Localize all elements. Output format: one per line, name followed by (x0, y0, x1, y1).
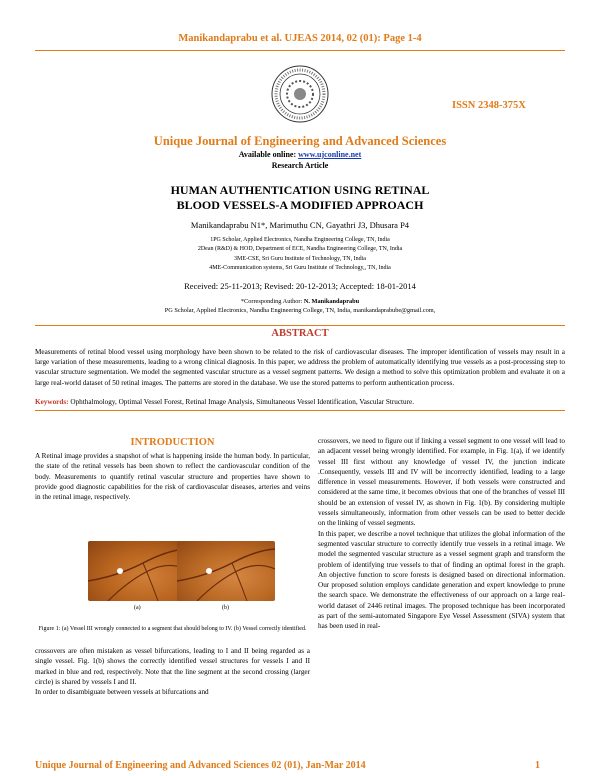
corresponding-name: N. Manikandaprabu (303, 298, 360, 305)
right-paragraph-1: crossovers, we need to figure out if linking a vessel segment to one vessel will lead to an adjacent vessel being wrongly identified. For example, in Fig. 1(a), if we identify vessel III first without any knowledge of vessel IV, the junction indicate .Consequently, vessels III and IV will be incorrectly identified, leading to a large difference in vessel measurements. However, if both vessels were constructed and considered at the same time, it becomes obvious that one of the branches of vessel III should be an extension of vessel IV, as shown in Fig. 1(b). By considering multiple vessels simultaneously, information from other vessels can be used to better decide on the linking of vessel segments. (318, 437, 565, 528)
corresponding-author (0, 297, 600, 315)
affiliations (0, 236, 600, 273)
page-number: 1 (535, 760, 540, 771)
right-paragraph-2: In this paper, we describe a novel technique that utilizes the global information of the segmented vascular structure to correctly identify true vessels in a retinal image. We model the segmented vascular structure as a vessel segment graph and transform the problem of identifying true vessels to that of finding an optimal forest in the graph. An objective function to score forests is designed based on directional information. Our proposed solution employs candidate generation and expert knowledge to prune the search space. We demonstrate the effectiveness of our approach on a large real-world dataset of 2446 retinal images. The proposed technique has been incorporated as part of the semi-automated Singapore Eye Vessel Assessment (SIVA) system that has been used in real- (318, 529, 565, 631)
journal-link[interactable]: www.ujconline.net (298, 150, 362, 159)
abstract-rule (35, 325, 565, 326)
authors: Manikandaprabu N1*, Marimuthu CN, Gayathri J3, Dhusara P4 (190, 220, 410, 230)
paper-title-line-2: BLOOD VESSELS-A MODIFIED APPROACH (176, 198, 424, 212)
paper-title-line-1: HUMAN AUTHENTICATION USING RETINAL (170, 183, 430, 197)
article-type: Research Article (271, 161, 329, 170)
intro-paragraph-1: A Retinal image provides a snapshot of what is happening inside the human body. In particular, the state of the retinal vessels has been shown to reflect the cardiovascular condition of the body. Measurements to quantify retinal vascular structure and properties have shown to provide good diagnostic capabilities for the risk of cardiovascular diseases, arteries and veins in the retinal image, respectively. (35, 452, 310, 502)
affiliation: 4ME-Communication systems, Sri Guru Institute of Technology,, TN, India (209, 264, 391, 271)
journal-logo (270, 64, 330, 124)
abstract-heading: ABSTRACT (271, 328, 329, 339)
intro-paragraph-2: crossovers are often mistaken as vessel bifurcations, leading to I and II being regarded as a single vessel. Fig. 1(b) shows the correctly identified vessel structures for vessels I and II marked in blue and red, respectively. Note that the line segment at the second crossing (larger circle) is shared by vessels I and II. (35, 647, 310, 686)
intro-paragraph-3: In order to disambiguate between vessels at bifurcations and (35, 688, 209, 697)
journal-title: Unique Journal of Engineering and Advanced Sciences (153, 134, 447, 148)
dates: Received: 25-11-2013; Revised: 20-12-2013; Accepted: 18-01-2014 (184, 281, 416, 291)
figure-1-caption: Figure 1: (a) Vessel III wrongly connected to a segment that should belong to IV. (b) Vessel correctly identified. (38, 626, 307, 632)
figure-1b-image (177, 541, 275, 601)
keywords-text: Ophthalmology, Optimal Vessel Forest, Retinal Image Analysis, Simultaneous Vessel Identification, Vascular Structure. (70, 398, 415, 406)
paper-title (0, 183, 600, 213)
affiliation: 3ME-CSE, Sri Guru Institute of Technology, TN, India (234, 255, 366, 262)
figure-1b-label: (b) (222, 605, 229, 611)
available-label: Available online: (238, 150, 297, 159)
issn: ISSN 2348-375X (452, 100, 526, 111)
affiliation: 2Dean (R&D) & HOD, Department of ECE, Nandha Engineering College, TN, India (197, 246, 403, 253)
figure-1a-image (88, 541, 186, 601)
figure-1a-label: (a) (134, 605, 141, 611)
corresponding-label: *Corresponding Author: (240, 298, 303, 305)
intro-heading: INTRODUCTION (130, 437, 215, 448)
header-rule (35, 50, 565, 51)
keywords-label: Keywords: (35, 398, 69, 406)
abstract-text: Measurements of retinal blood vessel using morphology have been shown to be related to the risk of cardiovascular diseases. The improper identification of vessels may result in a large variation of these measurements, leading to a wrong clinical diagnosis. In this paper, we address the problem of automatically identifying true vessels as a post-processing step to vascular structure segmentation. We model the segmented vascular structure as a vessel segment patterns. We design a method to solve this optimization problem and evaluate it on a large real-world dataset of 50 retinal images. The patterns are stored in the database. We use the stored patterns to perform authentication process. (35, 348, 565, 387)
right-column (318, 436, 565, 632)
footer-journal: Unique Journal of Engineering and Advanced Sciences 02 (01), Jan-Mar 2014 (35, 760, 366, 771)
keywords (35, 398, 565, 406)
running-header: Manikandaprabu et al. UJEAS 2014, 02 (01): Page 1-4 (178, 33, 422, 44)
availability-line (0, 150, 600, 159)
intro-paragraph-2-block (35, 646, 310, 697)
corresponding-detail: PG Scholar, Applied Electronics, Nandha Engineering College, TN, India, manikandaprabube@gmail.com, (164, 307, 436, 314)
keywords-rule (35, 410, 565, 411)
affiliation: 1PG Scholar, Applied Electronics, Nandha Engineering College, TN, India (210, 237, 390, 243)
